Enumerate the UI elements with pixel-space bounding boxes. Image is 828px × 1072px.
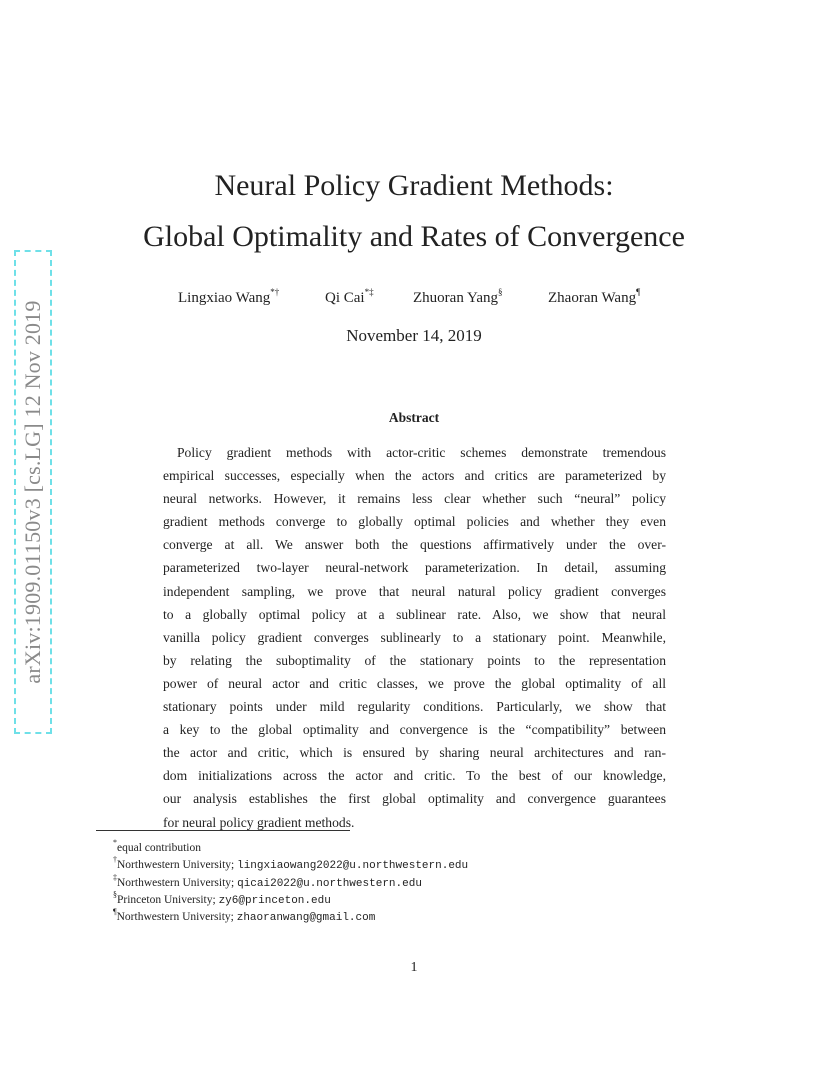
footnote-email[interactable]: qicai2022@u.northwestern.edu <box>237 877 422 890</box>
footnote-text: Northwestern University; <box>116 911 237 924</box>
abstract-line: a key to the global optimality and convergence is the “compatibility” between <box>163 722 666 738</box>
abstract-line: parameterized two-layer neural-network parameterization. In detail, assuming <box>163 560 666 576</box>
author-name: Zhuoran Yang <box>413 290 498 306</box>
author-affiliation-mark: ¶ <box>636 287 641 297</box>
publication-date: November 14, 2019 <box>346 326 482 345</box>
footnote-email[interactable]: zy6@princeton.edu <box>218 894 331 907</box>
author-name: Qi Cai <box>325 290 365 306</box>
footnote-text: Princeton University; <box>117 893 219 906</box>
footnote-email[interactable]: zhaoranwang@gmail.com <box>236 912 376 925</box>
abstract-line: to a globally optimal policy at a sublinear rate. Also, we show that neural <box>163 606 666 622</box>
author-name: Zhaoran Wang <box>548 290 637 306</box>
title-line-1: Neural Policy Gradient Methods: <box>214 169 614 202</box>
author <box>178 288 279 307</box>
abstract-line: converge at all. We answer both the questions affirmatively under the over- <box>163 537 666 553</box>
author-name: Lingxiao Wang <box>178 290 271 306</box>
title-line-2: Global Optimality and Rates of Convergence <box>143 220 685 253</box>
arxiv-identifier: arXiv:1909.01150v3 [cs.LG] 12 Nov 2019 <box>20 300 45 684</box>
footnote <box>113 870 713 890</box>
footnote-text: Northwestern University; <box>117 859 238 872</box>
footnote-mark: ¶ <box>113 907 117 917</box>
abstract-line: by relating the suboptimality of the stationary points to the representation <box>163 652 666 668</box>
footnote <box>113 835 713 852</box>
footnote-text: equal contribution <box>117 841 201 854</box>
author-affiliation-mark: *† <box>270 287 280 297</box>
author <box>325 288 374 307</box>
footnote-text: Northwestern University; <box>117 876 238 889</box>
abstract-line: power of neural actor and critic classes, we prove the global optimality of all <box>163 675 666 691</box>
footnote-mark: † <box>113 855 117 865</box>
abstract-line: gradient methods converge to globally optimal policies and whether they even <box>163 514 666 530</box>
abstract-line: independent sampling, we prove that neural natural policy gradient converges <box>163 583 666 599</box>
abstract-line: neural networks. However, it remains less clear whether such “neural” policy <box>163 491 666 507</box>
abstract-line: Policy gradient methods with actor-critic schemes demonstrate tremendous <box>177 445 666 460</box>
page-number: 1 <box>410 960 418 975</box>
footnotes <box>113 835 713 925</box>
footnote-mark: ‡ <box>113 872 117 882</box>
footnote <box>113 904 713 925</box>
abstract-line: the actor and critic, which is ensured by sharing neural architectures and ran- <box>163 745 666 761</box>
abstract-line: vanilla policy gradient converges sublinearly to a stationary point. Meanwhile, <box>163 629 666 645</box>
footnote-mark: * <box>113 838 117 847</box>
abstract-line: our analysis establishes the first global optimality and convergence guarantees <box>163 791 666 807</box>
abstract-line: empirical successes, especially when the actors and critics are parameterized by <box>163 468 666 484</box>
abstract-line: stationary points under mild regularity conditions. Particularly, we show that <box>163 699 666 715</box>
abstract-line: dom initializations across the actor and critic. To the best of our knowledge, <box>163 768 666 784</box>
author <box>548 288 640 307</box>
footnote-divider <box>96 830 350 831</box>
arxiv-stamp <box>14 250 52 734</box>
abstract-body <box>163 441 666 834</box>
author-affiliation-mark: § <box>498 287 503 297</box>
footnote-mark: § <box>113 889 117 899</box>
abstract-line: for neural policy gradient methods. <box>163 814 355 830</box>
footnote-email[interactable]: lingxiaowang2022@u.northwestern.edu <box>237 860 469 873</box>
abstract-heading: Abstract <box>388 410 440 425</box>
footnote <box>113 887 713 907</box>
footnote <box>113 852 713 873</box>
author <box>413 288 503 307</box>
author-affiliation-mark: *‡ <box>364 287 374 297</box>
